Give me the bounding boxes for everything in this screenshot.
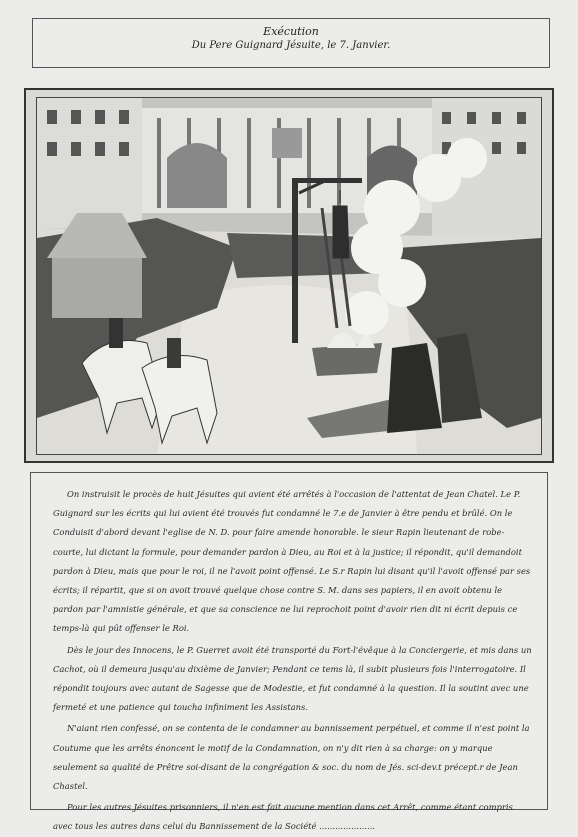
paragraph-3: N'aiant rien confessé, on se contenta de le condamner au bannissement perpétuel, et comme il n'est point la Coutume que les arrêts énoncent le motif de la Condamnation, on n'y dit rien à sa charge: on y marque seulement sa qualité de Prêtre soi-disant de la congrégation & soc. du nom de Jés. sci-dev.t précept.r de Jean Chastel. xyxy=(53,723,530,792)
illustration xyxy=(36,97,542,455)
paragraph-4: Pour les autres Jésuites prisonniers, il n'en est fait aucune mention dans cet Arrêt, comme étant compris avec tous les autres dans celui du Bannissement de la Société ..................... xyxy=(53,802,513,832)
execution-scene xyxy=(37,98,541,454)
kiosk xyxy=(52,258,142,318)
title-heading: Exécution xyxy=(263,25,319,38)
cathedral-arch-left xyxy=(167,143,227,208)
gallows-post xyxy=(292,178,298,343)
cathedral-clock xyxy=(272,128,302,158)
title-cartouche xyxy=(32,18,550,68)
narrative-text-box xyxy=(30,472,548,832)
paragraph-2: Dès le jour des Innocens, le P. Guerret avoit été transporté du Fort-l'évêque à la Conciergerie, et mis dans un Cachot, où il demeura jusqu'au dixième de Janvier; Pendant ce tems là, il subit plusieurs fois l'interrogatoire. Il répondit toujours avec autant de Sagesse que de Modestie, et fut condamné à la question. Il la soutint avec une fermeté et une patience qui toucha infiniment les Assistans. xyxy=(53,644,532,713)
paragraph-1: On instruisit le procès de huit Jésuites qui avient été arrêtés à l'occasion de l'attentat de Jean Chatel. Le P. Guignard sur les écrits qui lui avient été trouvés fut condamné le 7.e de Janvier à être pendu et brûlé. On le Conduisit d'abord devant l'eglise de N. D. pour faire amende honorable. le sieur Rapin lieutenant de robe-courte, lui dictant la formule, pour demander pardon à Dieu, au Roi et à la justice; il répondit, qu'il demandoit pardon à Dieu, mais que pour le roi, il ne l'avoit point offensé. Le S.r Rapin lui disant qu'il l'avoit offensé par ses écrits; il répartit, que si on avoit trouvé quelque chose contre S. M. dans ses papiers, il en avoit obtenu le pardon par l'amnistie générale, et que sa conscience ne lui reprochoit point d'avoir rien dit ni écrit depuis ce temps-là qui pût offenser le Roi. xyxy=(53,489,531,634)
title-subheading: Du Pere Guignard Jésuite, le 7. Janvier. xyxy=(191,40,391,51)
